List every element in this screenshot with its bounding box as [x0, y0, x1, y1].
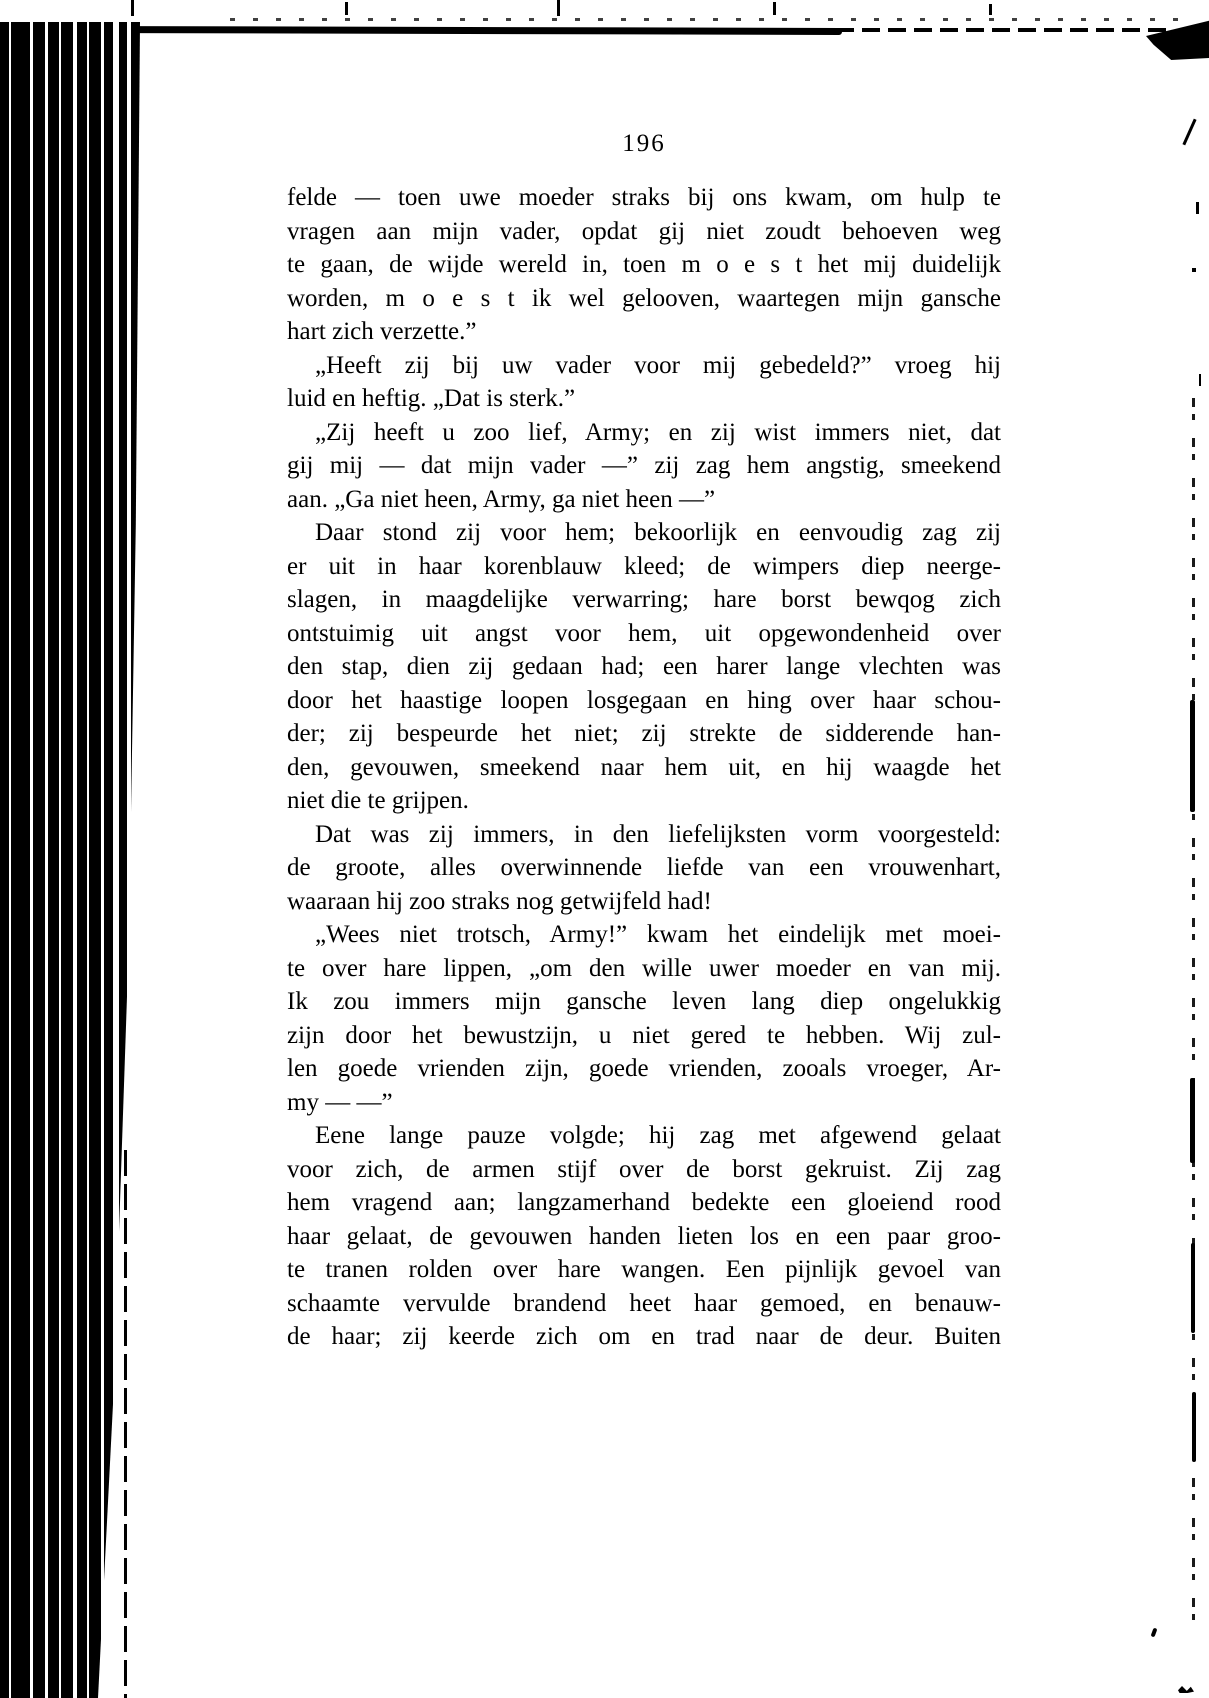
text-line: vragen aan mijn vader, opdat gij niet zoudt behoeven weg — [287, 217, 1001, 245]
margin-speck — [1196, 202, 1199, 214]
text-line: Daar stond zij voor hem; bekoorlijk en eenvoudig zag zij — [315, 519, 1001, 546]
text-line: „Wees niet trotsch, Army!” kwam het eindelijk met moei- — [315, 921, 1001, 948]
text-line: luid en heftig. „Dat is sterk.” — [287, 385, 576, 412]
scan-tick-mark — [557, 0, 560, 16]
scan-tick-mark — [131, 0, 134, 16]
text-line: voor zich, de armen stijf over de borst gekruist. Zij zag — [287, 1155, 1001, 1183]
text-line: ontstuimig uit angst voor hem, uit opgewondenheid over — [287, 619, 1001, 647]
scan-tick-mark — [345, 2, 348, 15]
text-line: haar gelaat, de gevouwen handen lieten los en een paar groo- — [287, 1222, 1001, 1250]
text-line: slagen, in maagdelijke verwarring; hare borst bewqog zich — [287, 586, 1001, 613]
text-line: der; zij bespeurde het niet; zij strekte de sidderende han- — [287, 720, 1001, 747]
margin-line-right-thick — [1191, 1243, 1195, 1333]
text-line: de groote, alles overwinnende liefde van een vrouwenhart, — [287, 854, 1001, 881]
scan-streak-top — [112, 26, 842, 35]
page-number: 196 — [622, 130, 666, 157]
text-line: Ik zou immers mijn gansche leven lang diep ongelukkig — [287, 988, 1001, 1015]
margin-mark-bottom-right — [1178, 1686, 1194, 1693]
text-line: den, gevouwen, smeekend naar hem uit, en hij waagde het — [287, 753, 1001, 781]
scan-streak-top-dotted — [836, 28, 1166, 32]
text-line: worden, m o e s t ik wel gelooven, waartegen mijn gansche — [287, 284, 1001, 312]
margin-mark-diagonal — [1182, 119, 1196, 146]
text-line: aan. „Ga niet heen, Army, ga niet heen —” — [287, 485, 716, 513]
margin-line-right-thick — [1190, 700, 1195, 812]
text-line: door het haastige loopen losgegaan en hing over haar schou- — [287, 686, 1001, 714]
text-line: hart zich verzette.” — [287, 318, 477, 345]
text-line: hem vragend aan; langzamerhand bedekte een gloeiend rood — [287, 1189, 1001, 1216]
book-gutter-stripes — [0, 22, 140, 1698]
text-line: er uit in haar korenblauw kleed; de wimpers diep neerge- — [287, 552, 1001, 580]
scan-specks-top — [230, 18, 1180, 21]
book-gutter-line — [124, 1150, 127, 1698]
text-block — [287, 181, 1001, 1354]
margin-speck-comma — [1151, 1628, 1158, 1638]
text-line: den stap, dien zij gedaan had; een harer lange vlechten was — [287, 653, 1001, 680]
text-line: „Heeft zij bij uw vader voor mij gebedeld?” vroeg hij — [315, 351, 1001, 379]
text-line: niet die te grijpen. — [287, 787, 469, 814]
text-line: Eene lange pauze volgde; hij zag met afgewend gelaat — [315, 1122, 1001, 1149]
margin-speck — [1192, 268, 1196, 272]
text-line: te over hare lippen, „om den wille uwer moeder en van mij. — [287, 954, 1001, 982]
scan-tick-mark — [989, 4, 992, 15]
text-line: schaamte vervulde brandend heet haar gemoed, en benauw- — [287, 1289, 1001, 1317]
text-line: Dat was zij immers, in den liefelijksten vorm voorgesteld: — [315, 820, 1001, 848]
margin-speck — [1199, 374, 1201, 386]
text-line: waaraan hij zoo straks nog getwijfeld had! — [287, 887, 712, 915]
text-line: zijn door het bewustzijn, u niet gered te hebben. Wij zul- — [287, 1021, 1001, 1049]
margin-line-right-thick — [1192, 1392, 1196, 1462]
text-line: my — —” — [287, 1088, 393, 1116]
text-line: te gaan, de wijde wereld in, toen m o e s t het mij duidelijk — [287, 251, 1001, 278]
scan-tick-mark — [773, 2, 776, 15]
text-line: de haar; zij keerde zich om en trad naar de deur. Buiten — [287, 1323, 1001, 1350]
text-line: „Zij heeft u zoo lief, Army; en zij wist immers niet, dat — [315, 418, 1001, 446]
scan-blob-top-right — [1146, 20, 1209, 60]
text-line: gij mij — dat mijn vader —” zij zag hem angstig, smeekend — [287, 452, 1001, 479]
text-line: felde — toen uwe moeder straks bij ons kwam, om hulp te — [287, 184, 1001, 211]
text-line: te tranen rolden over hare wangen. Een pijnlijk gevoel van — [287, 1256, 1001, 1283]
margin-line-right-thick — [1190, 1078, 1195, 1163]
text-line: len goede vrienden zijn, goede vrienden, zooals vroeger, Ar- — [287, 1055, 1001, 1082]
